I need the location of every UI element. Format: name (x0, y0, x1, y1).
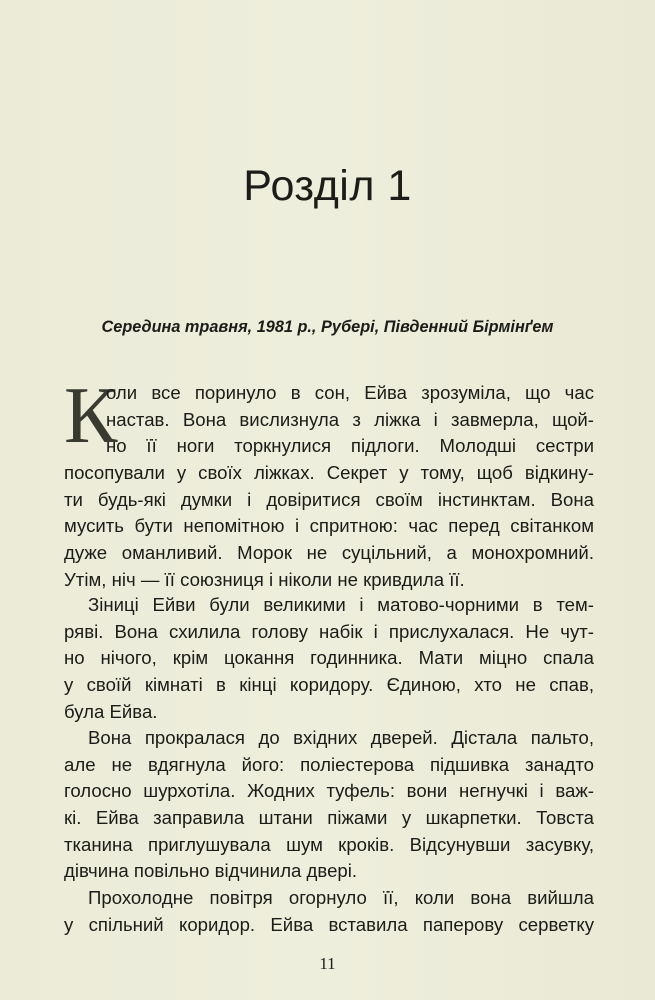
text-line: посопували у своїх ліжках. Секрет у тому, щоб відкину- (64, 462, 594, 484)
text-line: Вона прокралася до вхідних дверей. Дістала пальто, (88, 727, 594, 748)
text-line: голосно шурхотіла. Жодних туфель: вони негнучкі і важ- (64, 780, 594, 802)
text-line: дуже оманливий. Морок не суцільний, а монохромний. (64, 542, 594, 564)
text-line: була Ейва. (64, 700, 158, 722)
text-line: ти будь-які думки і довіритися своїм інстинктам. Вона (64, 488, 594, 510)
text-line: оли все поринуло в сон, Ейва зрозуміла, що час (106, 382, 594, 403)
drop-cap: К (64, 372, 118, 460)
text-line: у своїй кімнаті в кінці коридору. Єдиною, хто не спав, (64, 674, 594, 696)
text-line: но нічого, крім цокання годинника. Мати міцно спала (64, 647, 594, 669)
text-line: кі. Ейва заправила штани піжами у шкарпетки. Товста (64, 807, 594, 829)
text-line: но її ноги торкнулися підлоги. Молодші сестри (106, 435, 594, 457)
chapter-title: Розділ 1 (243, 162, 412, 210)
chapter-subtitle: Середина травня, 1981 р., Рубері, Південний Бірмінґем (101, 318, 554, 336)
text-line: тканина приглушувала шум кроків. Відсунувши засувку, (64, 833, 594, 855)
text-line: дівчина повільно відчинила двері. (64, 860, 358, 882)
text-line: у спільний коридор. Ейва вставила паперову серветку (64, 913, 594, 935)
paragraph-1 (64, 380, 594, 594)
text-line: Зіниці Ейви були великими і матово-чорними в тем- (88, 594, 594, 615)
text-line: Прохолодне повітря огорнуло її, коли вона вийшла (88, 887, 594, 908)
paragraph-2 (64, 592, 594, 725)
text-line: Утім, ніч — її союзниця і ніколи не кривдила її. (64, 568, 465, 590)
text-line: але не вдягнула його: поліестерова підшивка занадто (64, 753, 594, 775)
paragraph-4 (64, 885, 594, 938)
paragraph-3 (64, 725, 594, 885)
text-line: мусить бути непомітною і спритною: час перед світанком (64, 515, 594, 537)
text-line: настав. Вона вислизнула з ліжка і завмерла, щой- (106, 408, 594, 430)
page-number: 11 (319, 954, 336, 973)
text-line: ряві. Вона схилила голову набік і прислухалася. Не чут- (64, 620, 594, 642)
